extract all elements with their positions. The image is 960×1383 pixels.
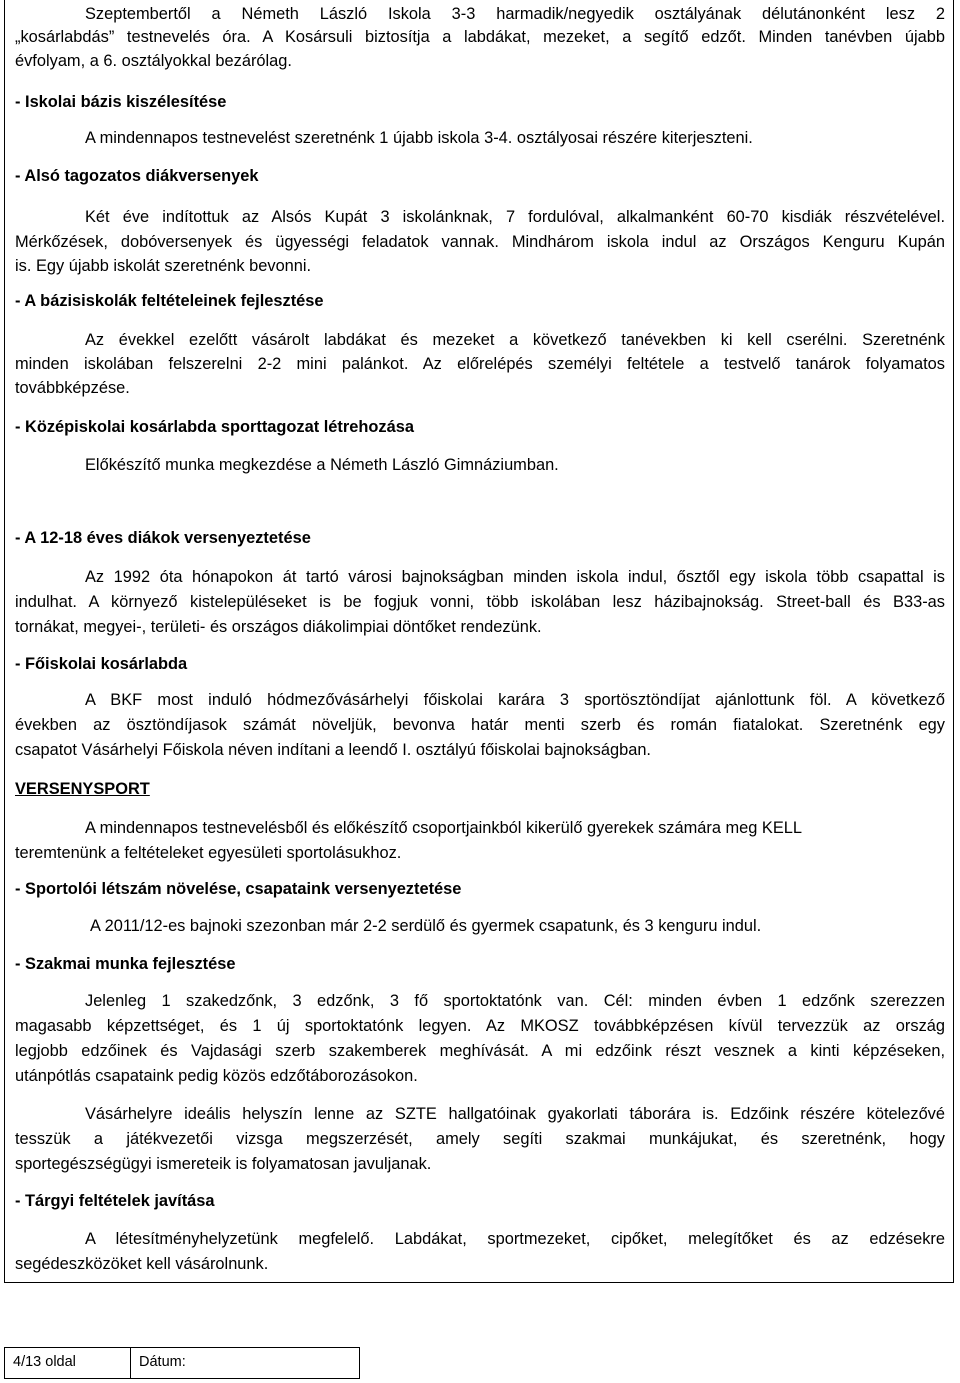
paragraph-line: A mindennapos testnevelésből és előkészítő csoportjainkból kikerülő gyerekek számára meg KELL [85, 819, 803, 837]
paragraph-line: Szeptembertől a Németh László Iskola 3-3 harmadik/negyedik osztályának délutánonként lesz 2 [85, 5, 945, 23]
page-number: 4/13 oldal [5, 1348, 131, 1378]
paragraph-line: legjobb edzőinek és Vajdasági szerb szakemberek meghívását. A mi edzőink részt vesznek a kinti képzéseken, [15, 1042, 945, 1060]
paragraph-line: Két éve indítottuk az Alsós Kupát 3 iskolánknak, 7 fordulóval, alkalmanként 60-70 kisdiák részvételével. [85, 208, 945, 226]
paragraph-line: is. Egy újabb iskolát szeretnénk bevonni. [15, 257, 312, 275]
section-heading: - Szakmai munka fejlesztése [15, 955, 236, 973]
footer-table [4, 1347, 360, 1379]
paragraph-line: Előkészítő munka megkezdése a Németh László Gimnáziumban. [85, 456, 559, 474]
paragraph-line: A 2011/12-es bajnoki szezonban már 2-2 serdülő és gyermek csapatunk, és 3 kenguru indul. [90, 917, 762, 935]
paragraph-line: Jelenleg 1 szakedzőnk, 3 edzőnk, 3 fő sportoktatónk van. Cél: minden évben 1 edzőnk szerezzen [85, 992, 945, 1010]
section-heading: - A bázisiskolák feltételeinek fejlesztése [15, 292, 324, 310]
page-frame [4, 0, 954, 1283]
paragraph-line: „kosárlabdás” testnevelés óra. A Kosársuli biztosítja a labdákat, mezeket, a segítő edzőt. Minden tanévben újabb [15, 28, 945, 46]
paragraph-line: teremtenünk a feltételeket egyesületi sportolásukhoz. [15, 844, 402, 862]
paragraph-line: A létesítményhelyzetünk megfelelő. Labdákat, sportmezeket, cipőket, melegítőket és az edzésekre [85, 1230, 945, 1248]
paragraph-line: segédeszközöket kell vásárolnunk. [15, 1255, 269, 1273]
paragraph-line: A mindennapos testnevelést szeretnénk 1 újabb iskola 3-4. osztályosai részére kiterjeszteni. [85, 129, 753, 147]
paragraph-line: Mérkőzések, dobóversenyek és ügyességi feladatok vannak. Mindhárom iskola indul az Országos Kenguru Kupán [15, 233, 945, 251]
paragraph-line: Vásárhelyre ideális helyszín lenne az SZTE hallgatóinak gyakorlati táborára is. Edzőink részére kötelezővé [85, 1105, 945, 1123]
section-heading: - Tárgyi feltételek javítása [15, 1192, 215, 1210]
section-heading: VERSENYSPORT [15, 780, 150, 798]
paragraph-line: indulhat. A környező kistelepüléseket is be fogjuk vonni, több iskolában lesz házibajnokság. Street-ball és B33-as [15, 593, 945, 611]
section-heading: - Főiskolai kosárlabda [15, 655, 188, 673]
paragraph-line: tesszük a játékvezetői vizsga megszerzését, amely segíti szakmai munkájukat, és szeretnénk, hogy [15, 1130, 945, 1148]
paragraph-line: tornákat, megyei-, területi- és országos diákolimpiai döntőket rendezünk. [15, 618, 542, 636]
paragraph-line: továbbképzése. [15, 379, 130, 397]
section-heading: - Alsó tagozatos diákversenyek [15, 167, 259, 185]
paragraph-line: magasabb képzettséget, és 1 új sportoktatónk legyen. Az MKOSZ továbbképzésen kívül tervezzük az ország [15, 1017, 945, 1035]
paragraph-line: Az 1992 óta hónapokon át tartó városi bajnokságban minden iskola indul, ősztől egy iskola több csapattal is [85, 568, 945, 586]
paragraph-line: évfolyam, a 6. osztályokkal bezárólag. [15, 52, 292, 70]
paragraph-line: sportegészségügyi ismereteik is folyamatosan javuljanak. [15, 1155, 432, 1173]
paragraph-line: Az évekkel ezelőtt vásárolt labdákat és mezeket a következő tanévekben ki kell cserélni. Szeretnénk [85, 331, 945, 349]
section-heading: - Iskolai bázis kiszélesítése [15, 93, 227, 111]
paragraph-line: utánpótlás csapataink pedig közös edzőtáborozásokon. [15, 1067, 418, 1085]
section-heading: - Középiskolai kosárlabda sporttagozat létrehozása [15, 418, 414, 436]
paragraph-line: években az ösztöndíjasok számát növeljük, bevonva határ menti szerb és román fiatalokat. Szeretnénk egy [15, 716, 945, 734]
paragraph-line: A BKF most induló hódmezővásárhelyi főiskolai karára 3 sportösztöndíjat ajánlottunk föl. A következő [85, 691, 945, 709]
paragraph-line: minden iskolában felszerelni 2-2 mini palánkot. Az előrelépés személyi feltétele a testvelő tanárok folyamatos [15, 355, 945, 373]
paragraph-line: csapatot Vásárhelyi Főiskola néven indítani a leendő I. osztályú főiskolai bajnokságban. [15, 741, 651, 759]
date-field: Dátum: [139, 1354, 186, 1370]
section-heading: - A 12-18 éves diákok versenyeztetése [15, 529, 311, 547]
section-heading: - Sportolói létszám növelése, csapataink versenyeztetése [15, 880, 462, 898]
